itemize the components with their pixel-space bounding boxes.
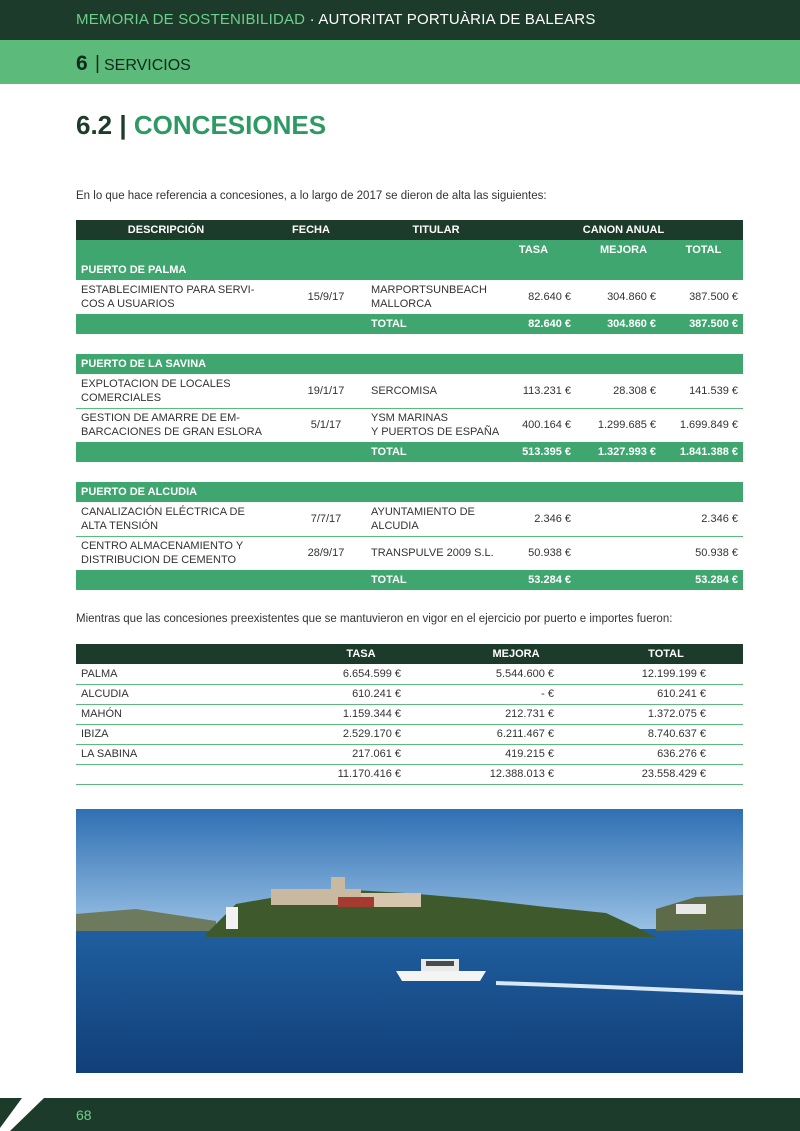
header-canon-anual: CANON ANUAL (582, 224, 665, 236)
footer-bar (0, 1098, 800, 1131)
cell-descripcion: CANALIZACIÓN ELÉCTRICA DE ALTA TENSIÓN (81, 506, 245, 532)
table-subheader-row (76, 240, 743, 260)
section-bar (0, 40, 800, 84)
header-tasa: TASA (518, 244, 549, 256)
total-label: TOTAL (371, 318, 407, 330)
section-separator: | (95, 53, 100, 74)
port-group-header (76, 260, 743, 280)
table-header-row (76, 220, 743, 240)
cell-descripcion: EXPLOTACION DE LOCALES COMERCIALES (81, 378, 231, 404)
page-title (76, 110, 326, 141)
cell-tasa: 610.241 € (352, 688, 401, 700)
cell-tasa: 82.640 € (528, 291, 571, 303)
top-header-bar (0, 0, 800, 40)
table-row (76, 744, 743, 765)
cell-titular: AYUNTAMIENTO DE ALCUDIA (371, 506, 475, 532)
cell-mejora: 6.211.467 € (496, 728, 554, 740)
port-group-header (76, 354, 743, 374)
total-total: 53.284 € (695, 574, 738, 586)
section-number: 6 (76, 52, 88, 75)
page-title-number: 6.2 (76, 110, 113, 140)
cell-port: PALMA (81, 668, 118, 680)
cell-tasa: 2.346 € (534, 513, 571, 525)
group-total-row (76, 314, 743, 334)
harbor-photo-illustration (76, 809, 743, 1073)
cell-mejora: 12.388.013 € (489, 768, 554, 780)
new-concessions-table (76, 220, 743, 590)
cell-titular: MARPORTSUNBEACH MALLORCA (371, 284, 487, 310)
table-row (76, 684, 743, 705)
document-title-a: MEMORIA DE SOSTENIBILIDAD (76, 11, 306, 28)
intro-paragraph: En lo que hace referencia a concesiones, a lo largo de 2017 se dieron de alta las siguientes: (76, 190, 547, 202)
header-fecha: FECHA (292, 224, 330, 236)
total-mejora (576, 570, 656, 590)
table-row (76, 408, 743, 443)
cell-fecha: 15/9/17 (307, 291, 345, 303)
document-title (76, 11, 596, 28)
total-mejora: 1.327.993 € (597, 446, 656, 458)
cell-tasa: 1.159.344 € (342, 708, 401, 720)
cell-mejora (576, 502, 656, 536)
document-title-b: AUTORITAT PORTUÀRIA DE BALEARS (318, 11, 596, 28)
cell-tasa: 217.061 € (352, 748, 401, 760)
header-tasa: TASA (346, 648, 376, 660)
table-row (76, 764, 743, 785)
cell-total: 1.699.849 € (679, 419, 738, 431)
port-name: PUERTO DE ALCUDIA (81, 486, 198, 498)
total-tasa: 513.395 € (522, 446, 571, 458)
cell-mejora: 1.299.685 € (597, 419, 656, 431)
harbor-photo (76, 809, 743, 1073)
total-mejora: 304.860 € (607, 318, 656, 330)
cell-tasa: 6.654.599 € (342, 668, 401, 680)
cell-descripcion: ESTABLECIMIENTO PARA SERVI- COS A USUARIOS (81, 284, 255, 310)
header-total: TOTAL (685, 244, 722, 256)
cell-mejora: 28.308 € (613, 385, 656, 397)
cell-total: 23.558.429 € (641, 768, 706, 780)
cell-mejora: 304.860 € (607, 291, 656, 303)
cell-descripcion: GESTION DE AMARRE DE EM- BARCACIONES DE GRAN ESLORA (81, 412, 262, 438)
page-number: 68 (76, 1107, 92, 1123)
intro2-paragraph: Mientras que las concesiones preexistentes que se mantuvieron en vigor en el ejercicio por puerto e importes fueron: (76, 613, 673, 625)
cell-mejora: 5.544.600 € (495, 668, 554, 680)
cell-fecha: 19/1/17 (307, 385, 345, 397)
cell-total: 8.740.637 € (647, 728, 706, 740)
cell-total: 636.276 € (657, 748, 706, 760)
section-label: SERVICIOS (104, 57, 191, 74)
table-row (76, 502, 743, 537)
header-titular: TITULAR (412, 224, 460, 236)
cell-total: 1.372.075 € (647, 708, 706, 720)
cell-total: 387.500 € (689, 291, 738, 303)
cell-total: 610.241 € (657, 688, 706, 700)
table-row (76, 280, 743, 315)
total-total: 1.841.388 € (679, 446, 738, 458)
table-row (76, 536, 743, 571)
cell-titular: YSM MARINAS Y PUERTOS DE ESPAÑA (371, 412, 500, 438)
cell-total: 2.346 € (701, 513, 738, 525)
port-group-header (76, 482, 743, 502)
total-tasa: 82.640 € (528, 318, 571, 330)
cell-mejora: 212.731 € (505, 708, 554, 720)
existing-concessions-table (76, 644, 743, 784)
total-label: TOTAL (371, 574, 407, 586)
total-tasa: 53.284 € (528, 574, 571, 586)
header-mejora: MEJORA (599, 244, 648, 256)
group-total-row (76, 570, 743, 590)
cell-fecha: 5/1/17 (310, 419, 342, 431)
header-mejora: MEJORA (492, 648, 540, 660)
group-total-row (76, 442, 743, 462)
cell-tasa: 400.164 € (522, 419, 571, 431)
port-name: PUERTO DE LA SAVINA (81, 358, 207, 370)
page-title-separator: | (119, 110, 127, 140)
document-title-separator: · (309, 11, 315, 28)
cell-tasa: 11.170.416 € (337, 768, 401, 780)
cell-port: MAHÓN (81, 708, 122, 720)
footer-stripe-decoration (0, 1098, 50, 1131)
total-label: TOTAL (371, 446, 407, 458)
cell-tasa: 113.231 € (522, 385, 571, 397)
header-total: TOTAL (648, 648, 684, 660)
cell-port: LA SABINA (81, 748, 138, 760)
cell-mejora (576, 536, 656, 570)
cell-descripcion: CENTRO ALMACENAMIENTO Y DISTRIBUCION DE CEMENTO (81, 540, 244, 566)
port-name: PUERTO DE PALMA (81, 264, 187, 276)
cell-port: IBIZA (81, 728, 109, 740)
header-descripcion: DESCRIPCIÓN (127, 224, 205, 236)
cell-mejora: - € (541, 688, 554, 700)
table-row (76, 664, 743, 685)
cell-mejora: 419.215 € (505, 748, 554, 760)
cell-tasa: 50.938 € (528, 547, 571, 559)
page-title-text: CONCESIONES (133, 110, 327, 140)
cell-total: 50.938 € (695, 547, 738, 559)
cell-port: ALCUDIA (81, 688, 129, 700)
cell-titular: SERCOMISA (371, 385, 438, 397)
cell-fecha: 28/9/17 (307, 547, 345, 559)
cell-total: 12.199.199 € (641, 668, 706, 680)
total-total: 387.500 € (689, 318, 738, 330)
cell-fecha: 7/7/17 (310, 513, 342, 525)
table-header-row (76, 644, 743, 664)
cell-port (81, 764, 231, 784)
table-row (76, 704, 743, 725)
table-row (76, 374, 743, 409)
cell-total: 141.539 € (689, 385, 738, 397)
cell-tasa: 2.529.170 € (342, 728, 401, 740)
cell-titular: TRANSPULVE 2009 S.L. (371, 547, 494, 559)
table-row (76, 724, 743, 745)
